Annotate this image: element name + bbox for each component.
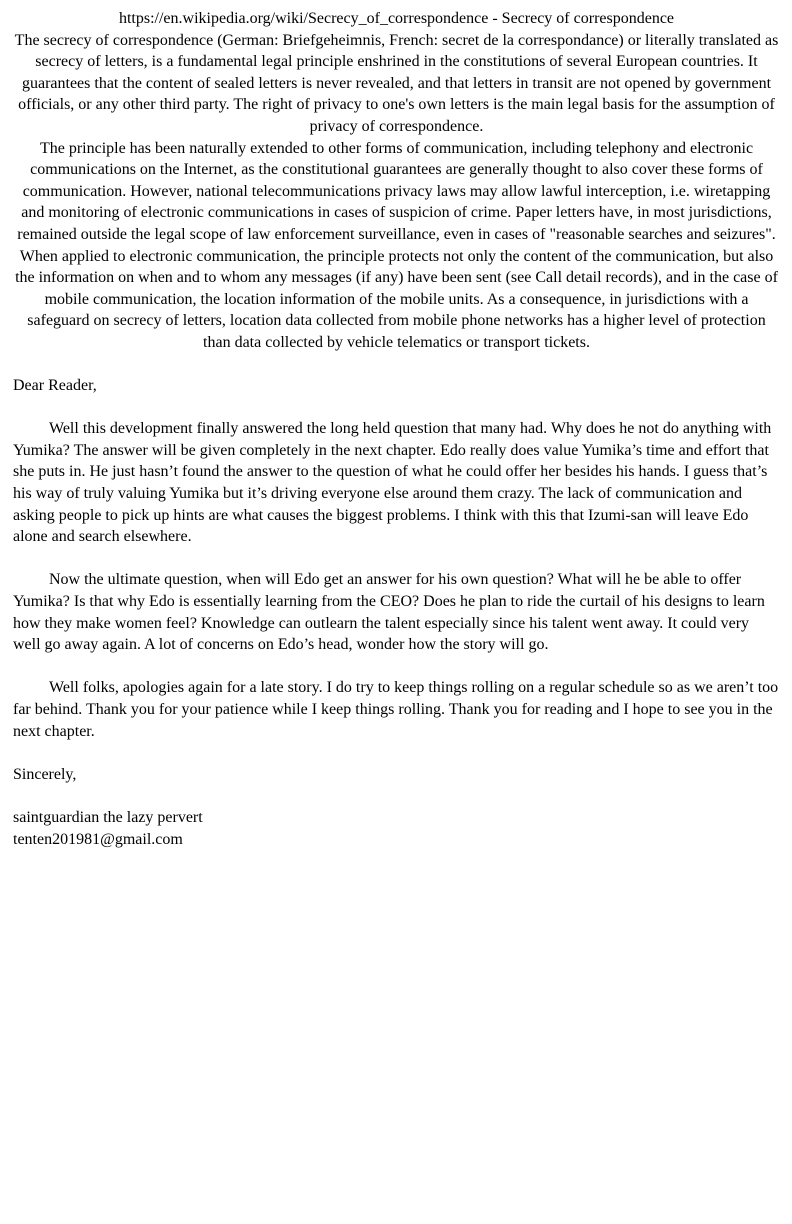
letter-closing: Sincerely,	[13, 765, 77, 783]
excerpt-paragraph: When applied to electronic communication, the principle protects not only the content of the communication, but also the information on when and to whom any messages (if any) have been sent (see Call detail records), and in the case of mobile communication, the location information of the mobile units. As a consequence, in jurisdictions with a safeguard on secrecy of letters, location data collected from mobile phone networks has a higher level of protection than data collected by vehicle telematics or transport tickets.	[15, 247, 778, 351]
letter-salutation: Dear Reader,	[13, 377, 97, 395]
letter-paragraph: Well this development finally answered the long held question that many had. Why does he not do anything with Yumika? The answer will be given completely in the next chapter. Edo really does value Yumika’s time and effort that she puts in. He just hasn’t found the answer to the question of what he could offer her besides his hands. I guess that’s his way of truly valuing Yumika but it’s driving everyone else around them crazy. The lack of communication and asking people to pick up hints are what causes the biggest problems. I think with this that Izumi-san will leave Edo alone and search elsewhere.	[13, 420, 772, 546]
signature-name: saintguardian the lazy pervert	[13, 808, 203, 826]
author-letter	[13, 375, 780, 850]
divider-space	[13, 354, 780, 376]
excerpt-paragraph: The secrecy of correspondence (German: Briefgeheimnis, French: secret de la correspondance) or literally translated as secrecy of letters, is a fundamental legal principle enshrined in the constitutions of several European countries. It guarantees that the content of sealed letters is never revealed, and that letters in transit are not opened by government officials, or any other third party. The right of privacy to one's own letters is the main legal basis for the assumption of privacy of correspondence.	[14, 31, 779, 135]
source-title-line[interactable]: https://en.wikipedia.org/wiki/Secrecy_of_correspondence - Secrecy of correspondence	[118, 10, 675, 27]
letter-paragraph: Now the ultimate question, when will Edo get an answer for his own question? What will he be able to offer Yumika? Is that why Edo is essentially learning from the CEO? Does he plan to ride the curtail of his designs to learn how they make women feel? Knowledge can outlearn the talent especially since his talent went away. It could very well go away again. A lot of concerns on Edo’s head, wonder how the story will go.	[13, 571, 765, 654]
paragraph-gap	[13, 656, 780, 678]
paragraph-gap	[13, 548, 780, 570]
paragraph-gap	[13, 742, 780, 764]
signature-email[interactable]: tenten201981@gmail.com	[13, 830, 183, 848]
paragraph-gap	[13, 397, 780, 419]
wiki-excerpt	[13, 8, 780, 354]
excerpt-paragraph: The principle has been naturally extended to other forms of communication, including telephony and electronic communications on the Internet, as the constitutional guarantees are generally thought to also cover these forms of communication. However, national telecommunications privacy laws may allow lawful interception, i.e. wiretapping and monitoring of electronic communications in cases of suspicion of crime. Paper letters have, in most jurisdictions, remained outside the legal scope of law enforcement surveillance, even in cases of "reasonable searches and seizures".	[17, 139, 776, 243]
paragraph-gap	[13, 785, 780, 807]
letter-paragraph: Well folks, apologies again for a late story. I do try to keep things rolling on a regular schedule so as we aren’t too far behind. Thank you for your patience while I keep things rolling. Thank you for reading and I hope to see you in the next chapter.	[13, 679, 779, 740]
